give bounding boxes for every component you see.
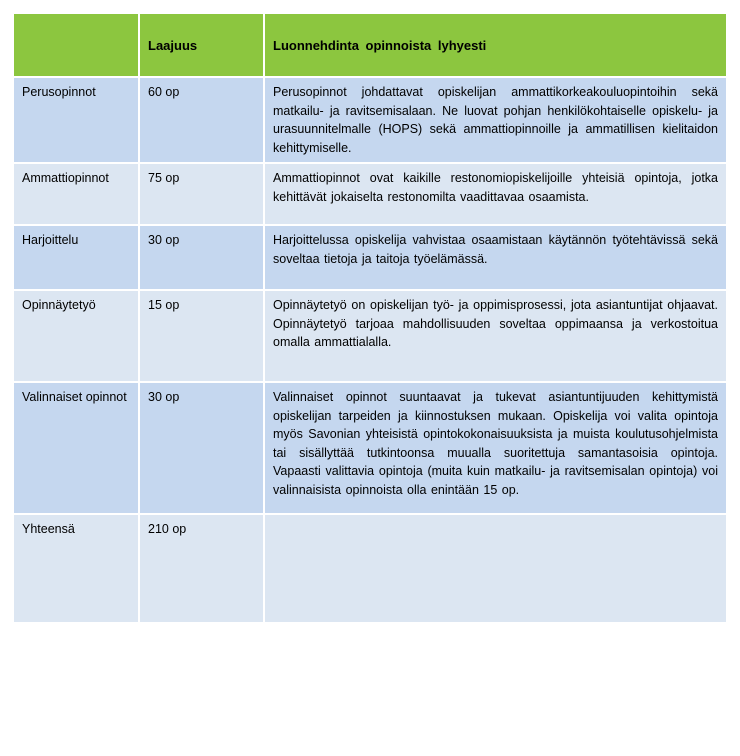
extent-cell: 60 op — [140, 78, 263, 162]
header-cell-description: Luonnehdinta opinnoista lyhyesti — [265, 14, 726, 76]
table-row-perusopinnot — [14, 78, 726, 162]
extent-cell: 30 op — [140, 226, 263, 289]
extent-cell: 15 op — [140, 291, 263, 381]
description-cell: Valinnaiset opinnot suuntaavat ja tukevat asiantuntijuuden kehittymistä opiskelijan tarpeiden ja kiinnostuksen mukaan. Opiskelija voi valita opintoja myös Savonian yhteisistä opintokokonaisuuksista ja muista koulutusohjelmista tai sisällyttää tutkintoonsa muualla suoritettuja samantasoisia opintoja. Vapaasti valittavia opintoja (muita kuin matkailu- ja ravitsemisalan opintoja) voi valinnaisista opinnoista olla enintään 15 op. — [265, 383, 726, 513]
header-cell-empty — [14, 14, 138, 76]
extent-cell: 210 op — [140, 515, 263, 622]
table-row-yhteensa — [14, 515, 726, 622]
table-row-valinnaiset-opinnot — [14, 383, 726, 513]
category-cell: Harjoittelu — [14, 226, 138, 289]
category-cell: Perusopinnot — [14, 78, 138, 162]
table-row-opinnaytetyo — [14, 291, 726, 381]
description-cell: Opinnäytetyö on opiskelijan työ- ja oppimisprosessi, jota asiantuntijat ohjaavat. Opinnäytetyö tarjoaa mahdollisuuden soveltaa oppimaansa ja verkostoitua omalla ammattialalla. — [265, 291, 726, 381]
category-cell: Valinnaiset opinnot — [14, 383, 138, 513]
extent-cell: 30 op — [140, 383, 263, 513]
category-cell: Opinnäytetyö — [14, 291, 138, 381]
description-cell: Perusopinnot johdattavat opiskelijan ammattikorkeakouluopintoihin sekä matkailu- ja ravitsemisalaan. Ne luovat pohjan henkilökohtaiselle opiskelu- ja urasuunnitelmalle (HOPS) sekä ammattiopinnoille ja ammatillisen kielitaidon kehittymiselle. — [265, 78, 726, 162]
curriculum-table — [12, 12, 728, 624]
extent-cell: 75 op — [140, 164, 263, 224]
description-cell: Harjoittelussa opiskelija vahvistaa osaamistaan käytännön työtehtävissä sekä soveltaa tietoja ja taitoja työelämässä. — [265, 226, 726, 289]
description-cell: Ammattiopinnot ovat kaikille restonomiopiskelijoille yhteisiä opintoja, jotka kehittävät jokaiselta restonomilta vaadittavaa osaamista. — [265, 164, 726, 224]
table-header-row — [14, 14, 726, 76]
table-row-ammattiopinnot — [14, 164, 726, 224]
table-row-harjoittelu — [14, 226, 726, 289]
category-cell: Yhteensä — [14, 515, 138, 622]
header-cell-extent: Laajuus — [140, 14, 263, 76]
description-cell — [265, 515, 726, 622]
category-cell: Ammattiopinnot — [14, 164, 138, 224]
